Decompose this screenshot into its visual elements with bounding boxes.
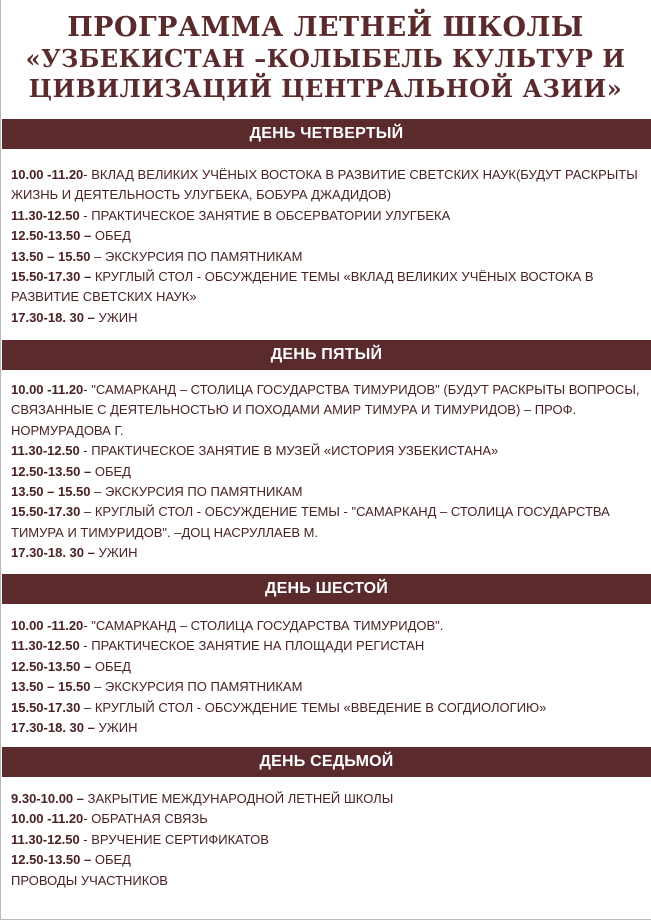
item-time: 10.00 -11.20	[11, 811, 84, 827]
item-desc: КРУГЛЫЙ СТОЛ - ОБСУЖДЕНИЕ ТЕМЫ «ВКЛАД ВЕЛИКИХ УЧЁНЫХ ВОСТОКА В РАЗВИТИЕ СВЕТСКИХ НАУК»	[11, 269, 594, 305]
item-time: 11.30-12.50	[11, 443, 80, 459]
item-time: 13.50 – 15.50	[11, 679, 91, 695]
item-desc: ОБЕД	[91, 852, 131, 868]
item-desc: - ПРАКТИЧЕСКОЕ ЗАНЯТИЕ НА ПЛОЩАДИ РЕГИСТАН	[79, 638, 425, 654]
schedule-item	[11, 871, 641, 891]
title-line-1: ПРОГРАММА ЛЕТНЕЙ ШКОЛЫ	[67, 12, 584, 43]
item-time: 15.50-17.30 –	[11, 269, 92, 285]
item-desc: ОБЕД	[91, 228, 131, 244]
day-4-schedule	[11, 165, 641, 328]
item-time: 12.50-13.50 –	[11, 658, 92, 674]
day-7-heading: ДЕНЬ СЕДЬМОЙ	[2, 747, 651, 777]
schedule-item	[11, 718, 641, 738]
item-desc: - ПРАКТИЧЕСКОЕ ЗАНЯТИЕ В МУЗЕЙ «ИСТОРИЯ УЗБЕКИСТАНА»	[79, 443, 499, 459]
item-desc: УЖИН	[94, 309, 138, 325]
schedule-item	[11, 206, 641, 226]
schedule-item	[11, 789, 641, 809]
item-time: 12.50-13.50 –	[11, 852, 92, 868]
schedule-item	[11, 543, 641, 563]
item-time: 17.30-18. 30 –	[11, 309, 95, 325]
schedule-item	[11, 616, 641, 636]
item-time: 10.00 -11.20	[11, 167, 84, 182]
item-desc: ОБЕД	[91, 658, 131, 674]
item-time: 15.50-17.30	[11, 504, 81, 520]
day-6-heading: ДЕНЬ ШЕСТОЙ	[2, 574, 651, 604]
schedule-item	[11, 226, 641, 246]
schedule-item	[11, 830, 641, 850]
item-desc: – ЭКСКУРСИЯ ПО ПАМЯТНИКАМ	[90, 679, 303, 695]
schedule-item	[11, 482, 641, 502]
day-7-schedule	[11, 789, 641, 891]
item-desc: - "САМАРКАНД – СТОЛИЦА ГОСУДАРСТВА ТИМУРИДОВ" (БУДУТ РАСКРЫТЫ ВОПРОСЫ, СВЯЗАННЫЕ С ДЕЯТЕЛЬНОСТЬЮ И ПОХОДАМИ АМИР ТИМУРА И ТИМУРИДОВ) – ПРОФ. НОРМУРАДОВА Г.	[11, 382, 640, 438]
item-desc: УЖИН	[94, 720, 138, 736]
item-desc: - ПРАКТИЧЕСКОЕ ЗАНЯТИЕ В ОБСЕРВАТОРИИ УЛУГБЕКА	[79, 207, 451, 223]
item-time: 12.50-13.50 –	[11, 463, 92, 479]
page-title	[0, 12, 651, 104]
item-desc: – ЭКСКУРСИЯ ПО ПАМЯТНИКАМ	[90, 484, 303, 500]
schedule-item	[11, 441, 641, 461]
item-desc: ПРОВОДЫ УЧАСТНИКОВ	[11, 872, 168, 888]
item-time: 17.30-18. 30 –	[11, 720, 95, 736]
item-time: 11.30-12.50	[11, 207, 80, 223]
item-time: 10.00 -11.20	[11, 618, 84, 633]
item-desc: - ВКЛАД ВЕЛИКИХ УЧЁНЫХ ВОСТОКА В РАЗВИТИЕ СВЕТСКИХ НАУК(БУДУТ РАСКРЫТЫ ЖИЗНЬ И ДЕЯТЕЛЬНОСТЬ УЛУГБЕКА, БОБУРА ДЖАДИДОВ)	[11, 167, 638, 203]
item-time: 12.50-13.50 –	[11, 228, 92, 244]
schedule-item	[11, 462, 641, 482]
item-desc: – ЭКСКУРСИЯ ПО ПАМЯТНИКАМ	[90, 248, 303, 264]
day-5-heading: ДЕНЬ ПЯТЫЙ	[2, 340, 651, 370]
item-time: 17.30-18. 30 –	[11, 545, 95, 561]
item-time: 13.50 – 15.50	[11, 248, 91, 264]
schedule-item	[11, 165, 641, 206]
day-6-schedule	[11, 616, 641, 738]
schedule-item	[11, 247, 641, 267]
item-time: 11.30-12.50	[11, 638, 80, 654]
item-time: 10.00 -11.20	[11, 382, 84, 397]
item-time: 11.30-12.50	[11, 831, 80, 847]
schedule-item	[11, 267, 641, 308]
item-time: 9.30-10.00 –	[11, 791, 85, 806]
schedule-item	[11, 657, 641, 677]
schedule-item	[11, 308, 641, 328]
item-desc: ОБЕД	[91, 463, 131, 479]
schedule-item	[11, 380, 641, 441]
schedule-item	[11, 850, 641, 870]
schedule-item	[11, 698, 641, 718]
day-5-schedule	[11, 380, 641, 564]
title-line-3: ЦИВИЛИЗАЦИЙ ЦЕНТРАЛЬНОЙ АЗИИ»	[28, 74, 623, 103]
item-desc: УЖИН	[94, 545, 138, 561]
schedule-item	[11, 636, 641, 656]
item-desc: ЗАКРЫТИЕ МЕЖДУНАРОДНОЙ ЛЕТНЕЙ ШКОЛЫ	[84, 791, 394, 806]
item-desc: – КРУГЛЫЙ СТОЛ - ОБСУЖДЕНИЕ ТЕМЫ - "САМАРКАНД – СТОЛИЦА ГОСУДАРСТВА ТИМУРА И ТИМУРИДОВ". –ДОЦ НАСРУЛЛАЕВ М.	[11, 504, 610, 540]
item-desc: - "САМАРКАНД – СТОЛИЦА ГОСУДАРСТВА ТИМУРИДОВ".	[83, 618, 444, 633]
schedule-item	[11, 677, 641, 697]
day-4-heading: ДЕНЬ ЧЕТВЕРТЫЙ	[2, 119, 651, 149]
item-time: 13.50 – 15.50	[11, 484, 91, 500]
schedule-item	[11, 809, 641, 829]
item-desc: – КРУГЛЫЙ СТОЛ - ОБСУЖДЕНИЕ ТЕМЫ «ВВЕДЕНИЕ В СОГДИОЛОГИЮ»	[80, 699, 547, 715]
item-time: 15.50-17.30	[11, 699, 81, 715]
title-line-2: «УЗБЕКИСТАН –КОЛЫБЕЛЬ КУЛЬТУР И	[25, 44, 626, 73]
item-desc: - ВРУЧЕНИЕ СЕРТИФИКАТОВ	[79, 831, 269, 847]
schedule-item	[11, 502, 641, 543]
item-desc: - ОБРАТНАЯ СВЯЗЬ	[83, 811, 208, 827]
